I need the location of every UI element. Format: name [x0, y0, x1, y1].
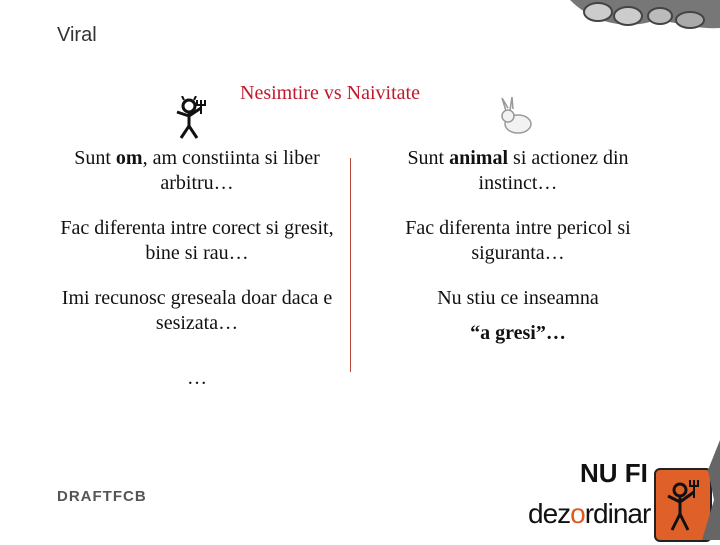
brand-line-2-a: dez: [528, 498, 571, 529]
devil-icon: [167, 96, 213, 140]
slide-title: Nesimtire vs Naivitate: [240, 82, 420, 104]
brand-logo: [528, 458, 720, 540]
section-label: Viral: [57, 24, 97, 46]
left-item-3: Imi recunosc greseala doar daca e sesizata…: [61, 287, 333, 334]
right-item-2: Fac diferenta intre pericol si siguranta…: [405, 217, 631, 264]
right-column: [378, 146, 658, 366]
left-column: [57, 146, 337, 389]
rabbit-icon: [496, 96, 536, 138]
left-item-1: [57, 146, 337, 196]
brand-line-2: [528, 498, 650, 530]
right-item-1-post: si actionez din instinct…: [478, 147, 629, 194]
left-item-1-post: , am constiinta si liber arbitru…: [142, 147, 320, 194]
agency-logo: DRAFTFCB: [57, 488, 147, 505]
right-item-4: “a gresi”…: [470, 322, 566, 344]
right-item-3: Nu stiu ce inseamna: [437, 287, 599, 309]
column-divider: [350, 158, 351, 372]
left-item-1-pre: Sunt: [74, 147, 116, 169]
brand-line-2-b: o: [570, 498, 585, 529]
brand-line-2-c: rdinar: [584, 498, 651, 529]
right-item-1: [378, 146, 658, 196]
hand-image: [560, 0, 720, 60]
left-ellipsis: …: [187, 367, 207, 389]
left-item-2: Fac diferenta intre corect si gresit, bine si rau…: [60, 217, 334, 264]
right-item-1-bold: animal: [449, 147, 509, 169]
left-item-1-bold: om: [115, 147, 143, 169]
brand-line-1: NU FI: [580, 458, 648, 488]
right-item-1-pre: Sunt: [407, 147, 450, 169]
corner-shade: [702, 440, 720, 540]
